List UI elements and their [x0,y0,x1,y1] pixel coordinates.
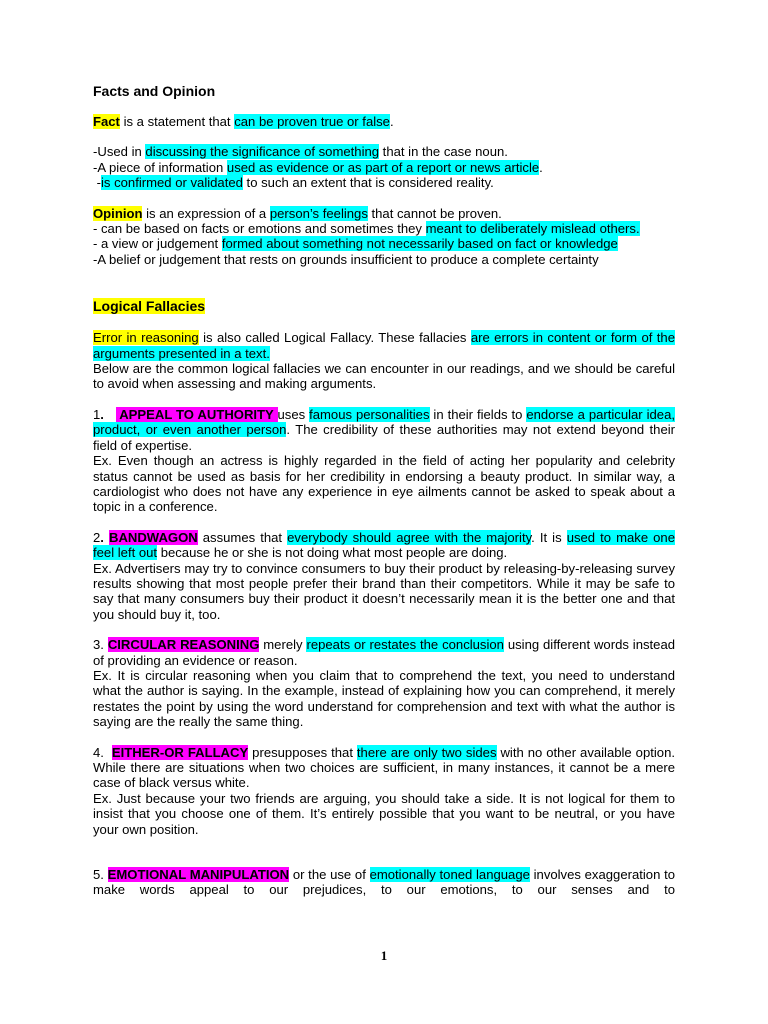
highlight: Error in reasoning [93,330,199,346]
fact-definition: Fact is a statement that can be proven true or false. [93,114,394,129]
fallacies-intro-2: Below are the common logical fallacies we can encounter in our readings, and we should be careful to avoid when assessing and making arguments. [93,361,675,392]
opinion-definition: Opinion is an expression of a person’s feelings that cannot be proven. [93,205,502,221]
highlight: repeats or restates the conclusion [306,637,504,653]
fallacy-4-example: Ex. Just because your two friends are arguing, you should take a side. It is not logical for them to insist that you choose one of them. It’s entirely possible that you want to be neutral, or you have your own position. [93,790,675,837]
opinion-point-1: - can be based on facts or emotions and sometimes they meant to deliberately mislead others. [93,221,640,237]
section-title-fallacies: Logical Fallacies [93,298,206,315]
fallacy-5: 5. EMOTIONAL MANIPULATION or the use of emotionally toned language involves exaggeration to make words appeal to our prejudices, to our emotions, to our senses and to [93,867,675,898]
document-page [93,82,675,898]
highlight: person’s feelings [269,205,368,221]
fact-point-2: -A piece of information used as evidence or as part of a report or news article. [93,159,543,175]
highlight: is confirmed or validated [101,175,243,191]
fact-point-1: -Used in discussing the significance of something that in the case noun. [93,144,508,160]
fallacy-1: 1. APPEAL TO AUTHORITY uses famous personalities in their fields to endorse a particular idea, product, or even another person. The credibility of these authorities may not extend beyond their field of expertise. [93,406,676,453]
page-number: 1 [380,948,388,963]
fallacy-1-example: Ex. Even though an actress is highly regarded in the field of acting her popularity and celebrity status cannot be used as basis for her credibility in endorsing a beauty product. In similar way, a cardiologist who does not have any experience in eye ailments cannot be asked to speak about a topic in a conference. [93,453,675,515]
highlight: used to make one feel left out [93,529,675,561]
highlight: formed about something not necessarily based on fact or knowledge [221,236,618,252]
term-emotional-manipulation: EMOTIONAL MANIPULATION [107,867,290,883]
fallacy-2: 2. BANDWAGON assumes that everybody should agree with the majority. It is used to make one feel left out because he or she is not doing what most people are doing. [93,529,675,561]
term-bandwagon: BANDWAGON [108,529,198,545]
fallacies-intro: Error in reasoning is also called Logical Fallacy. These fallacies are errors in content or form of the arguments presented in a text. [93,330,675,361]
term-appeal-to-authority: APPEAL TO AUTHORITY [115,406,278,422]
highlight: everybody should agree with the majority [287,529,532,545]
term-either-or-fallacy: EITHER-OR FALLACY [111,744,249,760]
highlight: endorse a particular idea, product, or even another person [93,406,676,438]
section-title-facts: Facts and Opinion [93,83,216,99]
fact-point-3: -is confirmed or validated to such an extent that is considered reality. [93,175,494,191]
term-opinion: Opinion [93,205,143,221]
highlight: used as evidence or as part of a report or news article [226,159,540,175]
fallacy-2-example: Ex. Advertisers may try to convince consumers to buy their product by releasing-by-releasing survey results showing that most people prefer their brand than their competitors. While it may be safe to say that many consumers buy their product it doesn’t necessarily mean it is the better one and that you should buy it, too. [93,560,675,622]
opinion-point-2: - a view or judgement formed about something not necessarily based on fact or knowledge [93,236,618,252]
opinion-point-3: -A belief or judgement that rests on grounds insufficient to produce a complete certainty [93,251,599,267]
highlight: meant to deliberately mislead others. [425,221,640,237]
highlight: are errors in content or form of the arguments presented in a text. [93,330,675,361]
highlight: emotionally toned language [369,867,530,883]
fallacy-3-example: Ex. It is circular reasoning when you claim that to comprehend the text, you need to understand what the author is saying. In the example, instead of explaining how you can comprehend, it merely restates the point by using the word understand for comprehension and text with what the author is saying are the really the same thing. [93,667,675,730]
fallacy-4: 4. EITHER-OR FALLACY presupposes that there are only two sides with no other available option. While there are situations when two choices are sufficient, in many instances, it cannot be a mere case of black versus white. [93,744,675,791]
fallacy-3: 3. CIRCULAR REASONING merely repeats or restates the conclusion using different words instead of providing an evidence or reason. [93,637,676,668]
term-circular-reasoning: CIRCULAR REASONING [107,637,260,653]
term-fact: Fact [93,114,120,129]
highlight: famous personalities [309,406,430,422]
highlight: there are only two sides [356,744,497,760]
highlight: discussing the significance of something [145,144,380,160]
highlight: can be proven true or false [234,114,390,129]
